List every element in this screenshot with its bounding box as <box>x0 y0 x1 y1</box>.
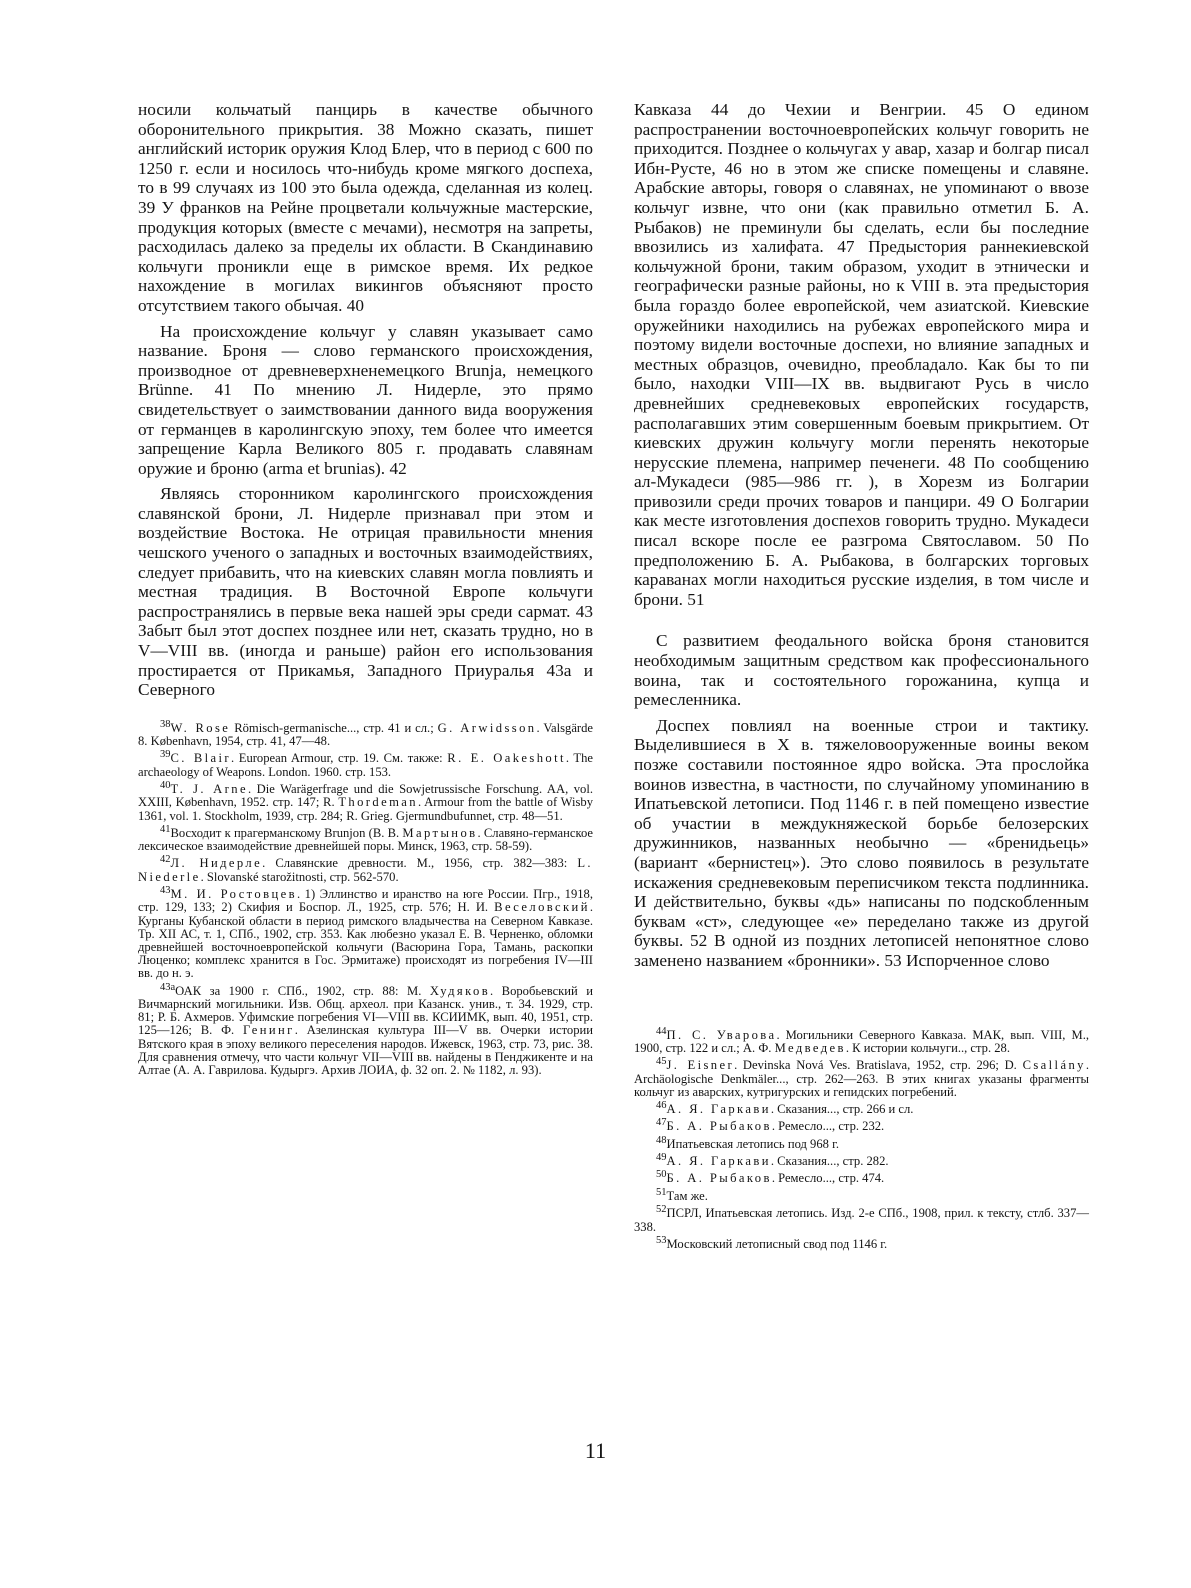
body-paragraph: Кавказа 44 до Чехии и Венгрии. 45 О едином распространении восточноевропейских кольчуг говорить не приходится. Позднее о кольчугах у авар, хазар и болгар писал Ибн-Русте, 46 но в этом же списке помещены и славяне. Арабские авторы, говоря о славянах, не упоминают о ввозе кольчуг извне, что они (как правильно отметил Б. А. Рыбаков) не преминули бы сделать, если бы последние ввозились из халифата. 47 Предыстория раннекиевской кольчужной брони, таким образом, уходит в этнически и географически разные районы, но к VIII в. эта предыстория была гораздо более европейской, чем азиатской. Киевские оружейники находились на рубежах европейского мира и поэтому видели восточные доспехи, но влияние западных и местных образцов, очевидно, преобладало. Как бы то пи было, находки VIII—IX вв. выдвигают Русь в число древнейших средневековых европейских государств, располагавших этим совершенным боевым прикрытием. От киевских дружин кольчугу могли перенять некоторые нерусские племена, например печенеги. 48 По сообщению ал-Мукадеси (985—986 гг. ), в Хорезм из Болгарии привозили среди прочих товаров и панцири. 49 О Болгарии как месте изготовления доспехов говорить трудно. Мукадеси писал вскоре после ее разгрома Святославом. 50 По предположению Б. А. Рыбакова, в болгарских торговых караванах могли находиться русские изделия, в том числе и брони. 51 <box>634 100 1089 609</box>
footnote: $^{51}$Там же. <box>656 1186 708 1204</box>
footnote: $^{43а}$ОАК за 1900 г. СПб., 1902, стр. 88: М. Худяков. Воробьевский и Вичмарнский могильники. Изв. Общ. археол. при Казанск. унив., т. 34. 1929, стр. 81; Р. Б. Ахмеров. Уфимские погребения VI—VIII вв. КСИИМК, вып. 40, 1951, стр. 125—126; В. Ф. Генинг. Азелинская культура III—V вв. Очерки истории Вятского края в эпоху великого переселения народов. Ижевск, 1963, стр. 73, рис. 38. Для сравнения отмечу, что части кольчуг VII—VIII вв. найдены в Пенджикенте и на Алтае (А. А. Гаврилова. Кудыргэ. Архив ЛОИА, ф. 32 оп. 2. № 1182, л. 93). <box>138 981 593 1077</box>
footnote: $^{50}$Б. А. Рыбаков. Ремесло..., стр. 474. <box>656 1169 885 1186</box>
footnote: $^{45}$J. Eisner. Devinska Nová Ves. Bratislava, 1952, стр. 296; D. Csallány. Archäologische Denkmäler..., стр. 262—263. В этих книгах указаны фрагменты кольчуг из аварских, кутригурских и гепидских погребений. <box>634 1056 1089 1099</box>
footnote: $^{49}$А. Я. Гаркави. Сказания..., стр. 282. <box>656 1152 889 1169</box>
body-paragraph: носили кольчатый панцирь в качестве обычного оборонительного прикрытия. 38 Можно сказать, пишет английский историк оружия Клод Блер, что в период с 600 по 1250 г. если и носилось что-нибудь кроме мягкого доспеха, то в 99 случаях из 100 это была одежда, сделанная из колец. 39 У франков на Рейне процветали кольчужные мастерские, продукция которых (вместе с мечами), несмотря на запреты, расходилась далеко за пределы их области. В Скандинавию кольчуги проникли еще в римское время. Их редкое нахождение в могилах викингов объясняют просто отсутствием такого обычая. 40 <box>138 100 593 315</box>
right-column <box>634 100 1089 1251</box>
left-column <box>138 100 593 1077</box>
body-paragraph: С развитием феодального войска броня становится необходимым защитным средством как профессионального воина, так и состоятельного горожанина, купца и ремесленника. <box>634 631 1089 710</box>
footnote: $^{44}$П. С. Уварова. Могильники Северного Кавказа. МАК, вып. VIII, М., 1900, стр. 122 и сл.; А. Ф. Медведев. К истории кольчуги.., стр. 28. <box>634 1025 1089 1055</box>
footnote: $^{52}$ПСРЛ, Ипатьевская летопись. Изд. 2-е СПб., 1908, прил. к тексту, стлб. 337—338. <box>634 1204 1089 1234</box>
footnote: $^{39}$C. Blair. European Armour, стр. 19. См. также: R. E. Oakeshott. The archaeology of Weapons. London. 1960. стр. 153. <box>138 749 593 779</box>
body-paragraph: Являясь сторонником каролингского происхождения славянской брони, Л. Нидерле признавал при этом и воздействие Востока. Не отрицая правильности мнения чешского ученого о западных и восточных взаимодействиях, следует прибавить, что на киевских славян могла повлиять и местная традиция. В Восточной Европе кольчуги распространялись в первые века нашей эры среди сармат. 43 Забыт был этот доспех позднее или нет, сказать трудно, но в V—VIII вв. (иногда и раньше) район его использования простирается от Прикамья, Западного Приуралья 43а и Северного <box>138 484 593 700</box>
footnotes-left <box>138 718 593 1077</box>
footnote: $^{47}$Б. А. Рыбаков. Ремесло..., стр. 232. <box>656 1117 885 1134</box>
footnote: $^{41}$Восходит к прагерманскому Brunjon (В. В. Мартынов. Славяно-германское лексическое взаимодействие древнейшей поры. Минск, 1963, стр. 58-59). <box>138 823 593 854</box>
footnote: $^{48}$Ипатьевская летопись под 968 г. <box>656 1134 839 1151</box>
footnote: $^{40}$T. J. Arne. Die Warägerfrage und die Sowjetrussische Forschung. AA, vol. XXIII, København, 1952. стр. 147; R. Thordeman. Armour from the battle of Wisby 1361, vol. 1. Stockholm, 1939, стр. 284; R. Grieg. Gjermundbufunnet, стр. 48—51. <box>138 780 594 823</box>
body-paragraph: На происхождение кольчуг у славян указывает само название. Броня — слово германского происхождения, производное от древневерхненемецкого Brunja, немецкого Brünne. 41 По мнению Л. Нидерле, это прямо свидетельствует о заимствовании данного вида вооружения от германцев в каролингскую эпоху, тем более что имеется запрещение Карла Великого 805 г. продавать славянам оружие и броню (arma et brunias). 42 <box>138 321 593 478</box>
footnotes-right <box>634 1025 1089 1252</box>
footnote: $^{46}$А. Я. Гаркави. Сказания..., стр. 266 и сл. <box>656 1099 914 1117</box>
body-paragraph: Доспех повлиял на военные строи и тактику. Выделившиеся в X в. тяжеловооруженные воины веком позже составили постоянное ядро войска. Эта прослойка воинов известна, в частности, по случайному упоминанию в Ипатьевской летописи. Под 1146 г. в пей помещено известие об участии в междукняжеской борьбе белозерских дружинников, названных необычно — «бренидьець» (вариант «бернистец»). Это слово появилось в результате искажения средневековым переписчиком текста подлинника. И действительно, буквы «дь» написаны по подскобленным буквам «ст», следующее «е» переделано также из другой буквы. 52 В одной из поздних летописей непонятное слово заменено названием «бронники». 53 Испорченное слово <box>634 715 1089 970</box>
page-number: 11 <box>584 1438 607 1463</box>
footnote: $^{53}$Московский летописный свод под 1146 г. <box>656 1234 888 1252</box>
footnote: $^{43}$М. И. Ростовцев. 1) Эллинство и иранство на юге России. Пгр., 1918, стр. 129, 133; 2) Скифия и Боспор. Л., 1925, стр. 576; Н. И. Веселовский. Курганы Кубанской области в период римского владычества на Северном Кавказе. Тр. XII АС, т. 1, СПб., 1902, стр. 353. Как любезно указал Е. В. Черненко, обломки древнейшей восточноевропейской кольчуги (Васюрина Гора, Тамань, раскопки Люценко; комплекс хранится в Гос. Эрмитаже) происходят из погребения IV—III вв. до н. э. <box>138 884 593 981</box>
footnote: $^{38}$W. Rose Römisch-germanische..., стр. 41 и сл.; G. Arwidsson. Valsgärde 8. København, 1954, стр. 41, 47—48. <box>138 718 593 749</box>
footnote: $^{42}$Л. Нидерле. Славянские древности. М., 1956, стр. 382—383: L. Niederle. Slovanské starožitnosti, стр. 562-570. <box>138 854 593 884</box>
